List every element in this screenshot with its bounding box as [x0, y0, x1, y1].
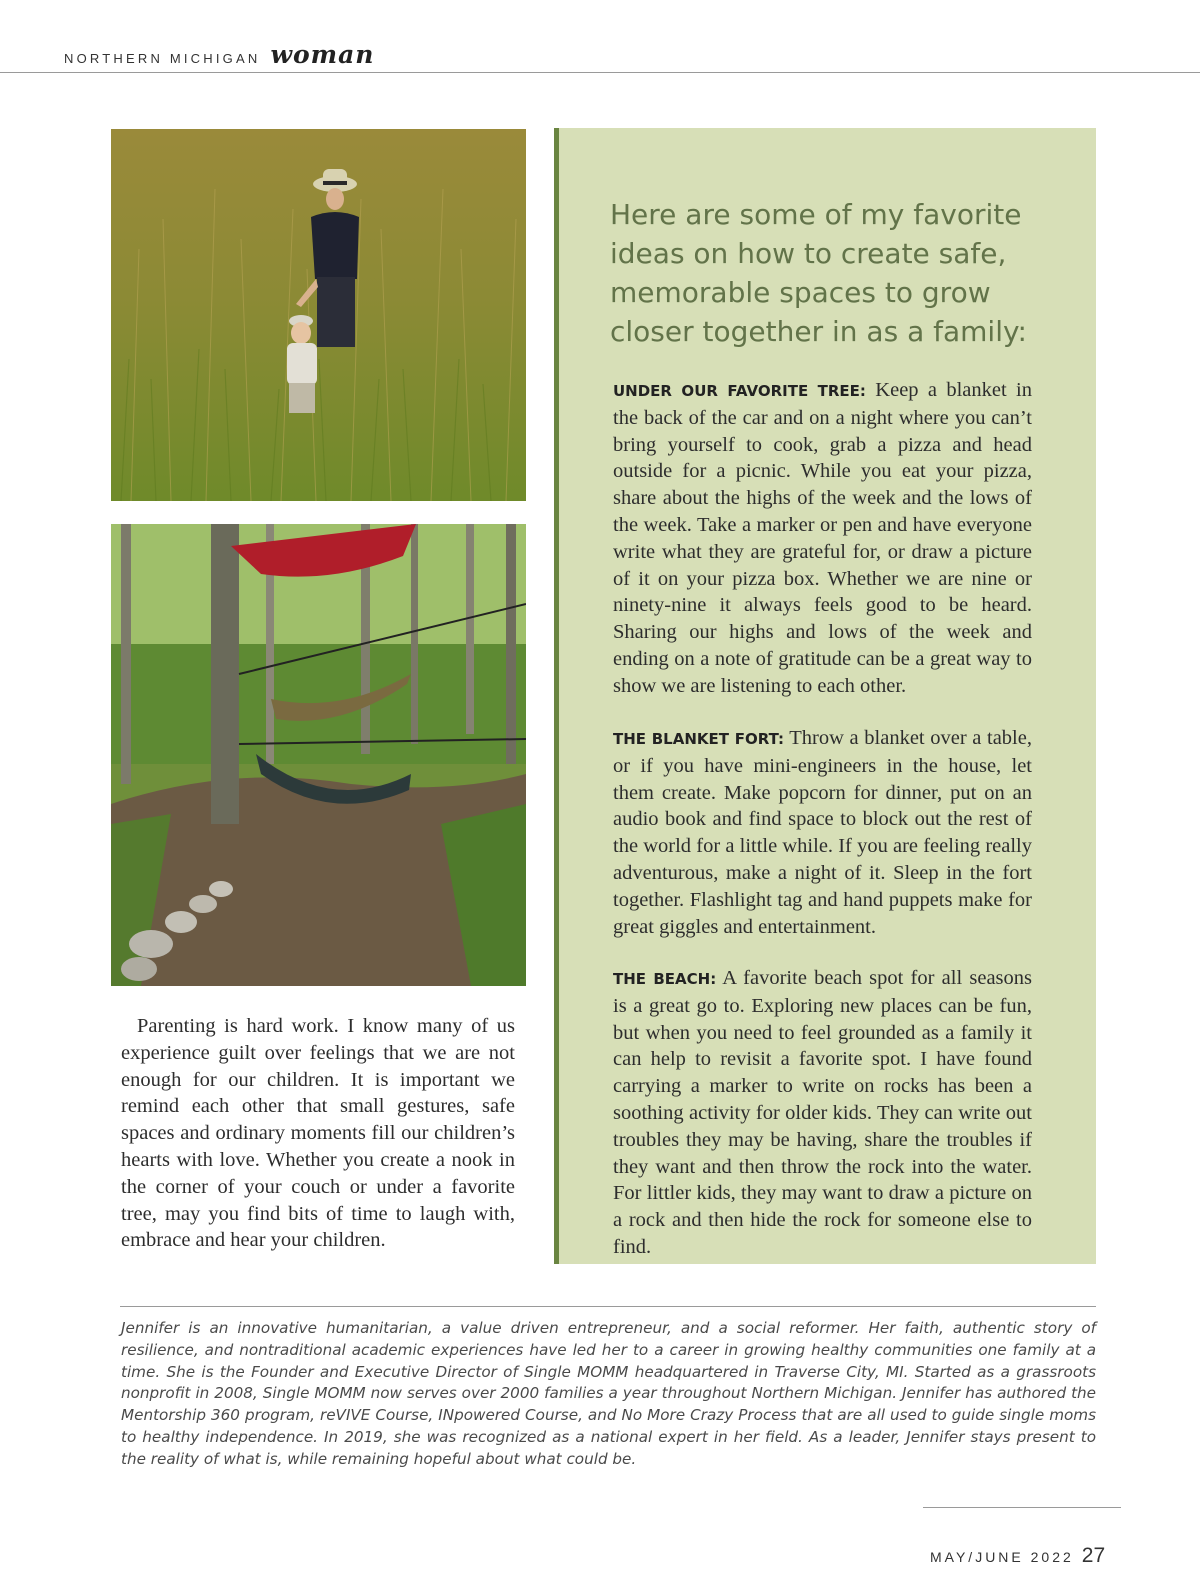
issue-date: MAY/JUNE 2022 — [930, 1549, 1074, 1565]
tip-label: THE BLANKET FORT: — [613, 730, 785, 748]
author-bio: Jennifer is an innovative humanitarian, a value driven entrepreneur, and a social reformer. Her faith, authentic story of resilience, and nontraditional academic experiences have led her to a career in growing healthy communities one family at a time. She is the Founder and Executive Director of Single MOMM headquartered in Traverse City, MI. Started as a grassroots nonprofit in 2008, Single MOMM now serves over 2000 families a year throughout Northern Michigan. Jennifer has authored the Mentorship 360 program, reVIVE Course, INpowered Course, and No More Crazy Process that are all used to guide single moms to healthy independence. In 2019, she was recognized as a national expert in her field. As a leader, Jennifer stays present to the reality of what is, while remaining hopeful about what could be. — [121, 1319, 1096, 1468]
footer-divider — [923, 1507, 1121, 1508]
tip-text: Throw a blanket over a table, or if you have mini-engineers in the house, let them create. Make popcorn for dinner, put on an audio book and find space to block out the rest of the world for a little while. If you are feeling really adventurous, make a night of it. Sleep in the fort together. Flashlight tag and hand puppets make for great giggles and entertainment. — [613, 727, 1032, 938]
magazine-name: NORTHERN MICHIGAN — [64, 51, 261, 66]
masthead — [64, 40, 374, 72]
tip-label: UNDER OUR FAVORITE TREE: — [613, 382, 866, 400]
tip-blanket-fort — [613, 725, 1032, 940]
tips-sidebar — [554, 128, 1096, 1264]
page-footer — [930, 1544, 1105, 1568]
page-number: 27 — [1081, 1544, 1106, 1567]
tip-the-beach — [613, 965, 1032, 1261]
header-divider — [0, 72, 1200, 73]
meadow-photo — [111, 129, 526, 501]
sidebar-title: Here are some of my favorite ideas on how to create safe, memorable spaces to grow closer together in as a family: — [610, 198, 1027, 348]
tip-label: THE BEACH: — [613, 970, 717, 988]
bio-divider — [120, 1306, 1096, 1307]
magazine-name-script: woman — [270, 40, 375, 69]
body-paragraph: Parenting is hard work. I know many of us experience guilt over feelings that we are not enough for our children. It is important we remind each other that small gestures, safe spaces and ordinary moments fill our children’s hearts with love. Whether you create a nook in the corner of your couch or under a favorite tree, may you find bits of time to laugh with, embrace and hear your children. — [121, 1015, 515, 1252]
tip-text: Keep a blanket in the back of the car and on a night where you can’t bring yourself to cook, grab a pizza and head outside for a picnic. While you eat your pizza, share about the highs of the week and the lows of the week. Take a marker or pen and have everyone write what they are grateful for, or draw a picture of it on your pizza box. Whether we are nine or ninety-nine it always feels good to be heard. Sharing our highs and lows of the week and ending on a note of gratitude can be a great way to show we are listening to each other. — [613, 379, 1033, 697]
tip-under-favorite-tree — [613, 377, 1032, 700]
hammock-photo — [111, 524, 526, 986]
tip-text: A favorite beach spot for all seasons is a great go to. Exploring new places can be fun, but when you need to feel grounded as a family it can help to revisit a favorite spot. I have found carrying a marker to write on rocks has been a soothing activity for older kids. They can write out troubles they may be having, share the troubles if they want and then throw the rock into the water. For littler kids, they may want to draw a picture on a rock and then hide the rock for someone else to find. — [613, 967, 1032, 1258]
